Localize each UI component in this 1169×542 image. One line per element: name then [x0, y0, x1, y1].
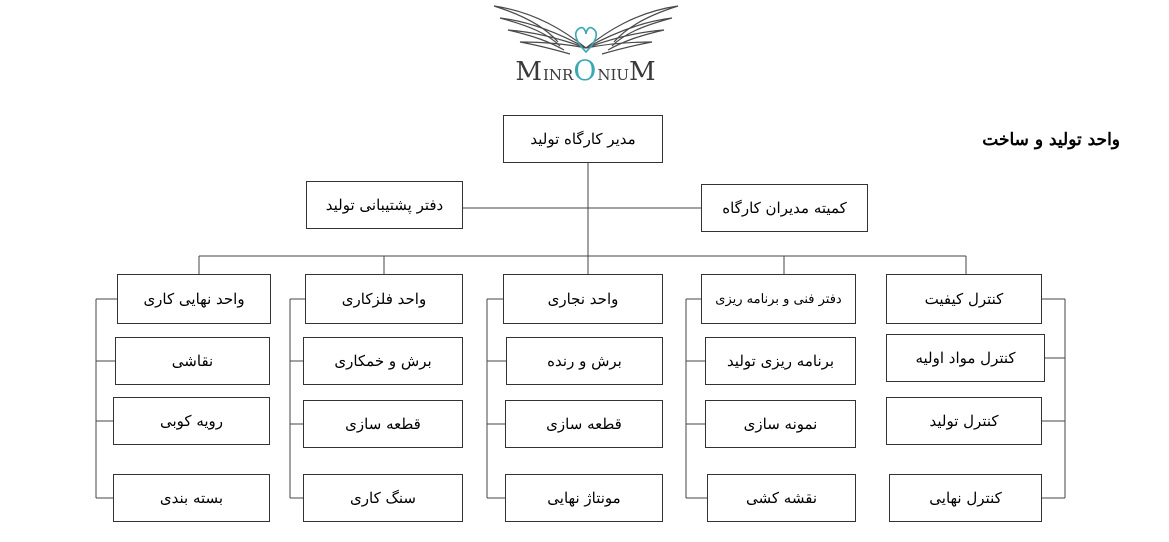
logo-letters: M [515, 57, 543, 87]
sub-unit-box: کنترل مواد اولیه [886, 334, 1045, 382]
department-box: واحد فلزکاری [305, 274, 463, 324]
department-box: واحد نهایی کاری [117, 274, 271, 324]
sub-unit-box: نقاشی [115, 337, 270, 385]
manager-box: مدیر کارگاه تولید [503, 115, 663, 163]
sub-unit-box: کنترل تولید [886, 397, 1042, 445]
logo-letters: M [629, 57, 657, 87]
sub-unit-box: رویه کوبی [113, 397, 270, 445]
sub-unit-box: قطعه سازی [303, 400, 463, 448]
logo-letters: IN [542, 66, 563, 84]
sub-unit-box: نمونه سازی [705, 400, 856, 448]
department-box: دفتر فنی و برنامه ریزی [701, 274, 856, 324]
sub-unit-box: بسته بندی [113, 474, 270, 522]
chart-title: واحد تولید و ساخت [982, 130, 1120, 150]
support-office-box: دفتر پشتیبانی تولید [306, 181, 463, 229]
committee-box: کمیته مدیران کارگاه [701, 184, 868, 232]
sub-unit-box: نقشه کشی [707, 474, 856, 522]
department-box: کنترل کیفیت [886, 274, 1042, 324]
logo-letters: O [573, 54, 598, 87]
sub-unit-box: برش و رنده [506, 337, 663, 385]
sub-unit-box: مونتاژ نهایی [505, 474, 663, 522]
sub-unit-box: کنترل نهایی [889, 474, 1042, 522]
sub-unit-box: برش و خمکاری [303, 337, 463, 385]
sub-unit-box: سنگ کاری [303, 474, 463, 522]
sub-unit-box: قطعه سازی [505, 400, 663, 448]
logo-letters: R [562, 66, 574, 84]
department-box: واحد نجاری [503, 274, 663, 324]
logo-letters: NIU [597, 66, 630, 84]
sub-unit-box: برنامه ریزی تولید [705, 337, 856, 385]
